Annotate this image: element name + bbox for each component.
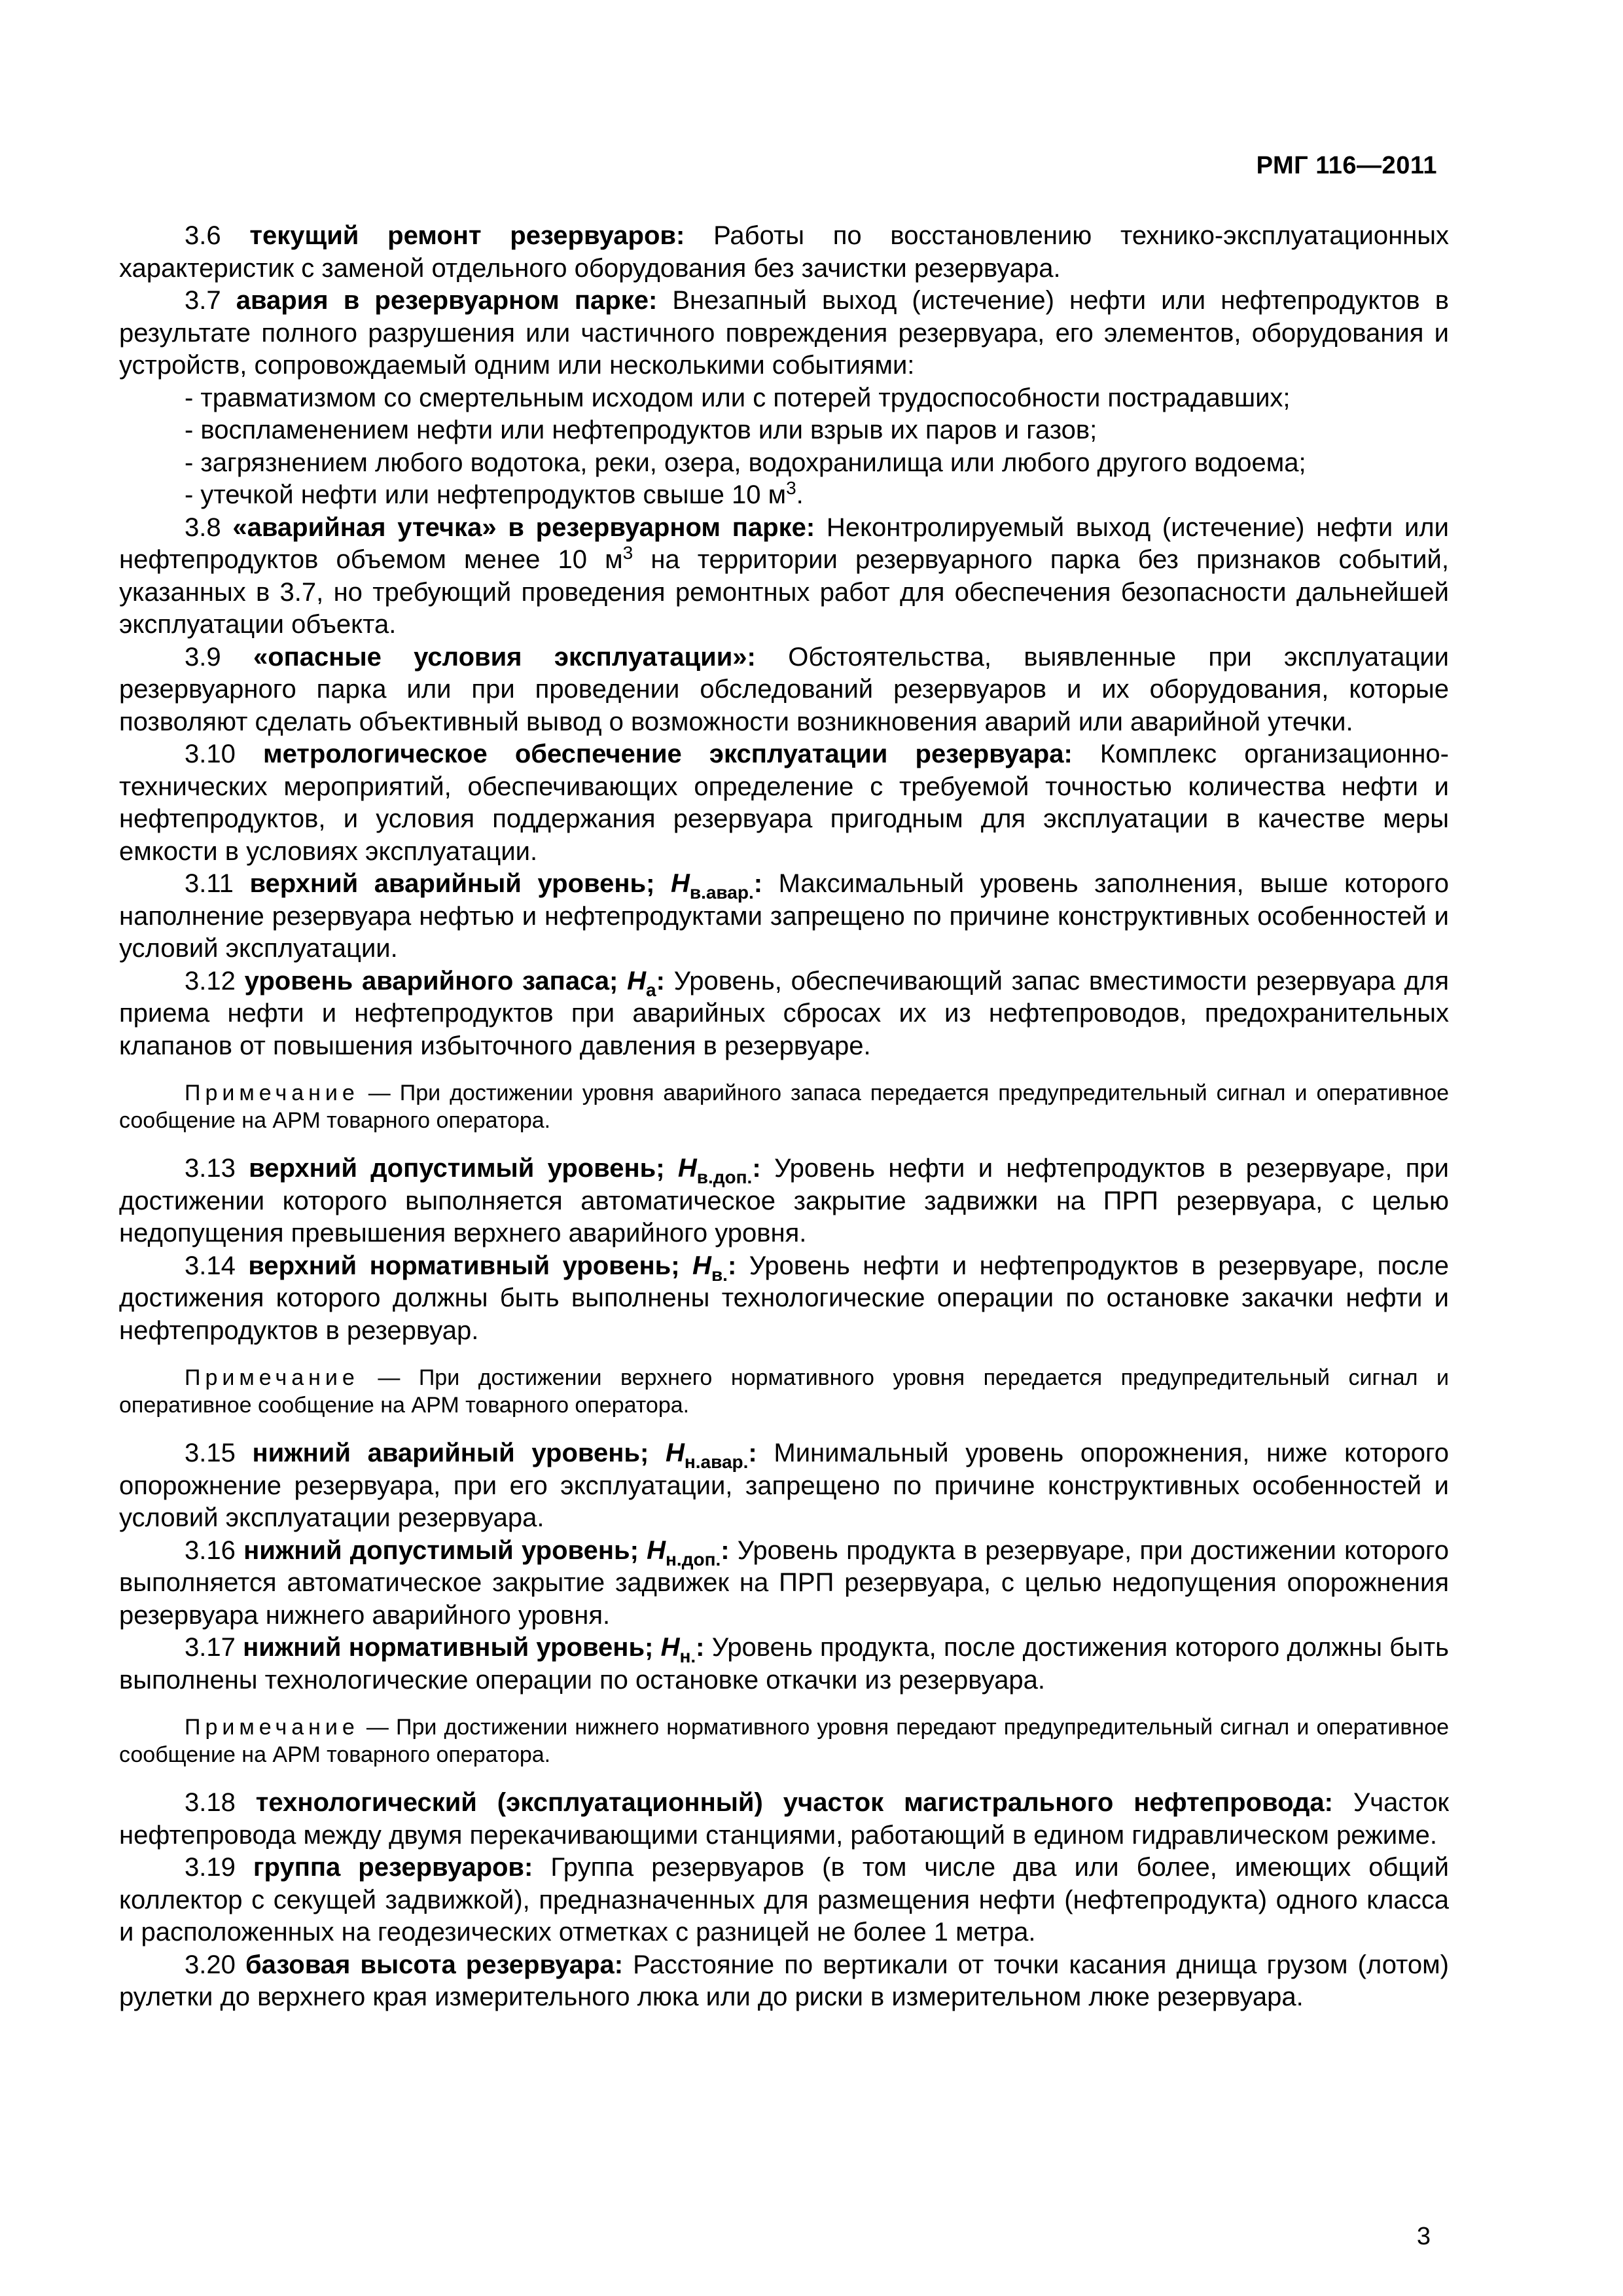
clause-3-10: 3.10 метрологическое обеспечение эксплуатации резервуара: Комплекс организационно-технических мероприятий, обеспечивающих определение с требуемой точностью количества нефти и нефтепродуктов, и условия поддержания резервуара пригодным для эксплуатации в качестве меры емкости в условиях эксплуатации. [119,740,1449,866]
clause-3-12: 3.12 уровень аварийного запаса; $H_а$: Уровень, обеспечивающий запас вместимости резервуара для приема нефти и нефтепродуктов при аварийных сбросах их из нефтепроводов, предохранительных клапанов от повышения избыточного давления в резервуаре. [119,966,1449,1060]
clause-3-13: 3.13 верхний допустимый уровень; $H_{в.доп.}$: Уровень нефти и нефтепродуктов в резервуаре, при достижении которого выполняется автоматическое закрытие задвижки на ПРП резервуара, с целью недопущения превышения верхнего аварийного уровня. [119,1154,1449,1247]
term: метрологическое обеспечение эксплуатации резервуара: [263,740,1073,768]
term: технологический (эксплуатационный) участок магистрального нефтепровода: [255,1788,1333,1817]
list-item: - травматизмом со смертельным исходом или с потерей трудоспособности пострадавших; [185,383,1291,412]
note: Примечание — При достижении верхнего нормативного уровня передается предупредительный сигнал и оперативное сообщение на АРМ товарного оператора. [119,1365,1449,1418]
clause-3-20: 3.20 базовая высота резервуара: Расстояние по вертикали от точки касания днища грузом (лотом) рулетки до верхнего края измерительного люка или до риски в измерительном люке резервуара. [119,1950,1449,2011]
page-number: 3 [1416,2223,1431,2250]
term: уровень аварийного запаса; $H_а$: [244,966,665,1000]
term: авария в резервуарном парке: [236,286,658,315]
clause-3-16: 3.16 нижний допустимый уровень; $H_{н.доп.}$: Уровень продукта в резервуаре, при достижении которого выполняется автоматическое закрытие задвижек на ПРП резервуара, с целью недопущения опорожнения резервуара нижнего аварийного уровня. [119,1535,1449,1630]
clause-3-14: 3.14 верхний нормативный уровень; $H_{в.}$: Уровень нефти и нефтепродуктов в резервуаре, после достижения которого должны быть выполнены технологические операции по остановке закачки нефти и нефтепродуктов в резервуар. [119,1251,1449,1345]
clause-3-8: 3.8 «аварийная утечка» в резервуарном парке: Неконтролируемый выход (истечение) нефти или нефтепродуктов объемом менее 10 $м^3$ на территории резервуарного парка без признаков событий, указанных в 3.7, но требующий проведения ремонтных работ для обеспечения безопасности дальнейшей эксплуатации объекта. [119,512,1449,639]
term: нижний допустимый уровень; $H_{н.доп.}$: [243,1535,730,1570]
term: текущий ремонт резервуаров: [249,221,685,250]
clause-3-7: 3.7 авария в резервуарном парке: Внезапный выход (истечение) нефти или нефтепродуктов в результате полного разрушения или частичного повреждения резервуара, его элементов, оборудования и устройств, сопровождаемый одним или несколькими событиями: [119,286,1449,380]
clause-3-9: 3.9 «опасные условия эксплуатации»: Обстоятельства, выявленные при эксплуатации резервуарного парка или при проведении обследований резервуаров и их оборудования, которые позволяют сделать объективный вывод о возможности возникновения аварий или аварийной утечки. [119,642,1450,736]
list-item: - воспламенением нефти или нефтепродуктов или взрыв их паров и газов; [185,416,1097,444]
clause-3-19: 3.19 группа резервуаров: Группа резервуаров (в том числе два или более, имеющих общий коллектор с секущей задвижкой), предназначенных для размещения нефти (нефтепродукта) одного класса и расположенных на геодезических отметках с разницей не более 1 метра. [119,1853,1449,1946]
term: верхний нормативный уровень; $H_{в.}$: [248,1251,737,1285]
term: нижний нормативный уровень; $H_{н.}$: [243,1633,705,1666]
clause-3-6: 3.6 текущий ремонт резервуаров: Работы по восстановлению технико-эксплуатационных характеристик с заменой отдельного оборудования без зачистки резервуара. [119,221,1449,283]
document-body [119,220,1449,2014]
term: базовая высота резервуара: [245,1950,624,1979]
term: группа резервуаров: [253,1853,533,1882]
term: нижний аварийный уровень; $H_{н.авар.}$: [252,1439,757,1472]
list-item: - загрязнением любого водотока, реки, озера, водохранилища или любого другого водоема; [185,448,1306,477]
note: Примечание — При достижении уровня аварийного запаса передается предупредительный сигнал и оперативное сообщение на АРМ товарного оператора. [119,1081,1449,1133]
clause-3-18: 3.18 технологический (эксплуатационный) участок магистрального нефтепровода: Участок нефтепровода между двумя перекачивающими станциями, работающий в едином гидравлическом режиме. [119,1788,1449,1850]
document-header: РМГ 116—2011 [1256,152,1437,179]
term: верхний аварийный уровень; $H_{в.авар.}$: [249,869,763,903]
clause-3-15: 3.15 нижний аварийный уровень; $H_{н.авар.}$: Минимальный уровень опорожнения, ниже которого опорожнение резервуара, при его эксплуатации, запрещено по причине конструктивных особенностей и условий эксплуатации резервуара. [119,1439,1449,1532]
term: «аварийная утечка» в резервуарном парке: [232,512,815,542]
term: «опасные условия эксплуатации»: [253,642,756,672]
list-item: - утечкой нефти или нефтепродуктов свыше 10 $м^3$. [185,478,804,509]
clause-3-17: 3.17 нижний нормативный уровень; $H_{н.}$: Уровень продукта, после достижения которого должны быть выполнены технологические операции по остановке откачки из резервуара. [119,1633,1449,1695]
term: верхний допустимый уровень; $H_{в.доп.}$: [249,1154,761,1187]
note: Примечание — При достижении нижнего нормативного уровня передают предупредительный сигнал и оперативное сообщение на АРМ товарного оператора. [119,1715,1449,1767]
clause-3-11: 3.11 верхний аварийный уровень; $H_{в.авар.}$: Максимальный уровень заполнения, выше которого наполнение резервуара нефтью и нефтепродуктами запрещено по причине конструктивных особенностей и условий эксплуатации. [119,869,1449,963]
